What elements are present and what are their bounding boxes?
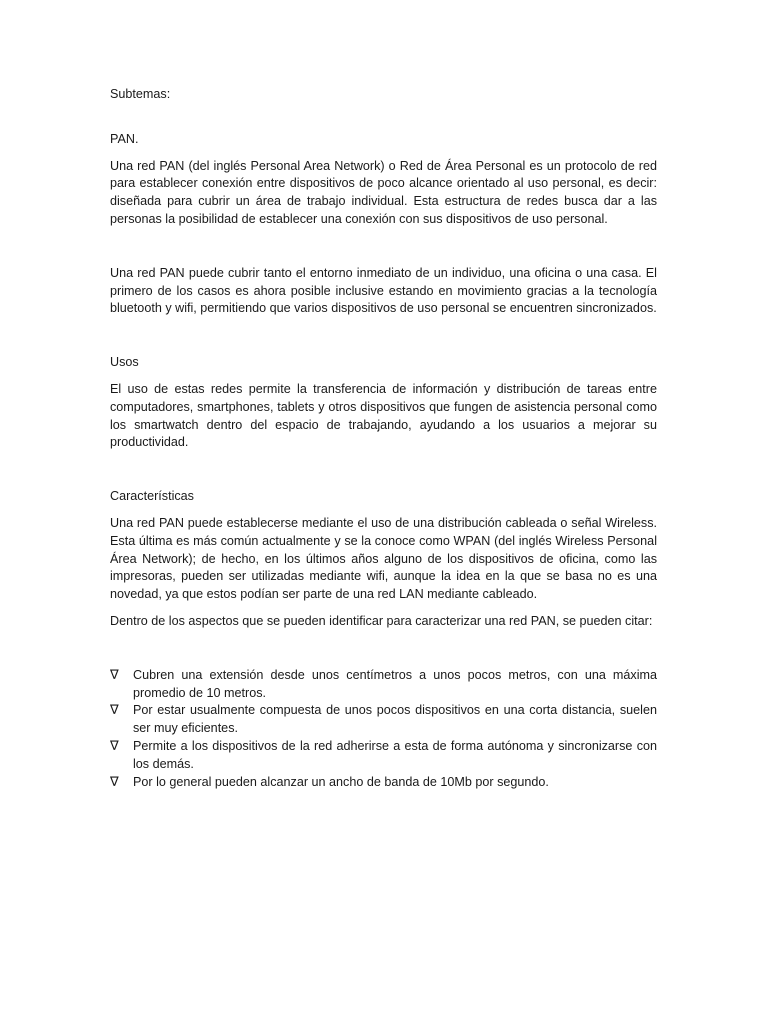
paragraph-pan-coverage: Una red PAN puede cubrir tanto el entorno inmediato de un individuo, una oficina o una casa. El primero de los casos es ahora posible inclusive estando en movimiento gracias a la tecnología bluetooth y wifi, permitiendo que varios dispositivos de uso personal se encuentren sincronizados. <box>110 265 657 316</box>
paragraph-caracteristicas: Una red PAN puede establecerse mediante el uso de una distribución cableada o señal Wireless. Esta última es más común actualmente y se la conoce como WPAN (del inglés Wireless Personal Área Network); de hecho, en los últimos años alguno de los dispositivos de oficina, como las impresoras, pueden ser utilizadas mediante wifi, aunque la idea en la que se basa no es una novedad, ya que estos podían ser parte de una red LAN mediante cableado. <box>110 515 657 602</box>
document-page <box>110 86 657 791</box>
characteristics-list <box>110 667 657 792</box>
list-item <box>110 702 657 738</box>
triangle-bullet-icon: ∇ <box>110 738 119 754</box>
list-item <box>110 667 657 703</box>
list-item-text: Permite a los dispositivos de la red adherirse a esta de forma autónoma y sincronizarse con los demás. <box>133 738 657 771</box>
subtitle: Subtemas: <box>110 87 171 101</box>
triangle-bullet-icon: ∇ <box>110 703 119 719</box>
list-item-text: Por estar usualmente compuesta de unos pocos dispositivos en una corta distancia, suelen ser muy eficientes. <box>133 703 657 736</box>
paragraph-caracteristicas-intro: Dentro de los aspectos que se pueden identificar para caracterizar una red PAN, se pueden citar: <box>110 613 653 628</box>
paragraph-pan-definition: Una red PAN (del inglés Personal Area Network) o Red de Área Personal es un protocolo de red para establecer conexión entre dispositivos de poco alcance orientado al uso personal, es decir: diseñada para cubrir un área de trabajo individual. Esta estructura de redes busca dar a las personas la posibilidad de establecer una conexión con sus dispositivos de uso personal. <box>110 158 657 226</box>
paragraph-usos: El uso de estas redes permite la transferencia de información y distribución de tareas entre computadores, smartphones, tablets y otros dispositivos que fungen de asistencia personal como los smartwatch dentro del espacio de trabajando, ayudando a los usuarios a mejorar su productividad. <box>110 381 657 450</box>
list-item <box>110 774 657 792</box>
list-item <box>110 738 657 774</box>
section-heading-caracteristicas: Características <box>110 489 194 504</box>
list-item-text: Por lo general pueden alcanzar un ancho de banda de 10Mb por segundo. <box>133 774 549 789</box>
section-heading-usos: Usos <box>110 355 139 370</box>
triangle-bullet-icon: ∇ <box>110 774 119 790</box>
list-item-text: Cubren una extensión desde unos centímetros a unos pocos metros, con una máxima promedio de 10 metros. <box>133 667 657 700</box>
section-heading-pan: PAN. <box>110 131 139 146</box>
triangle-bullet-icon: ∇ <box>110 667 119 683</box>
